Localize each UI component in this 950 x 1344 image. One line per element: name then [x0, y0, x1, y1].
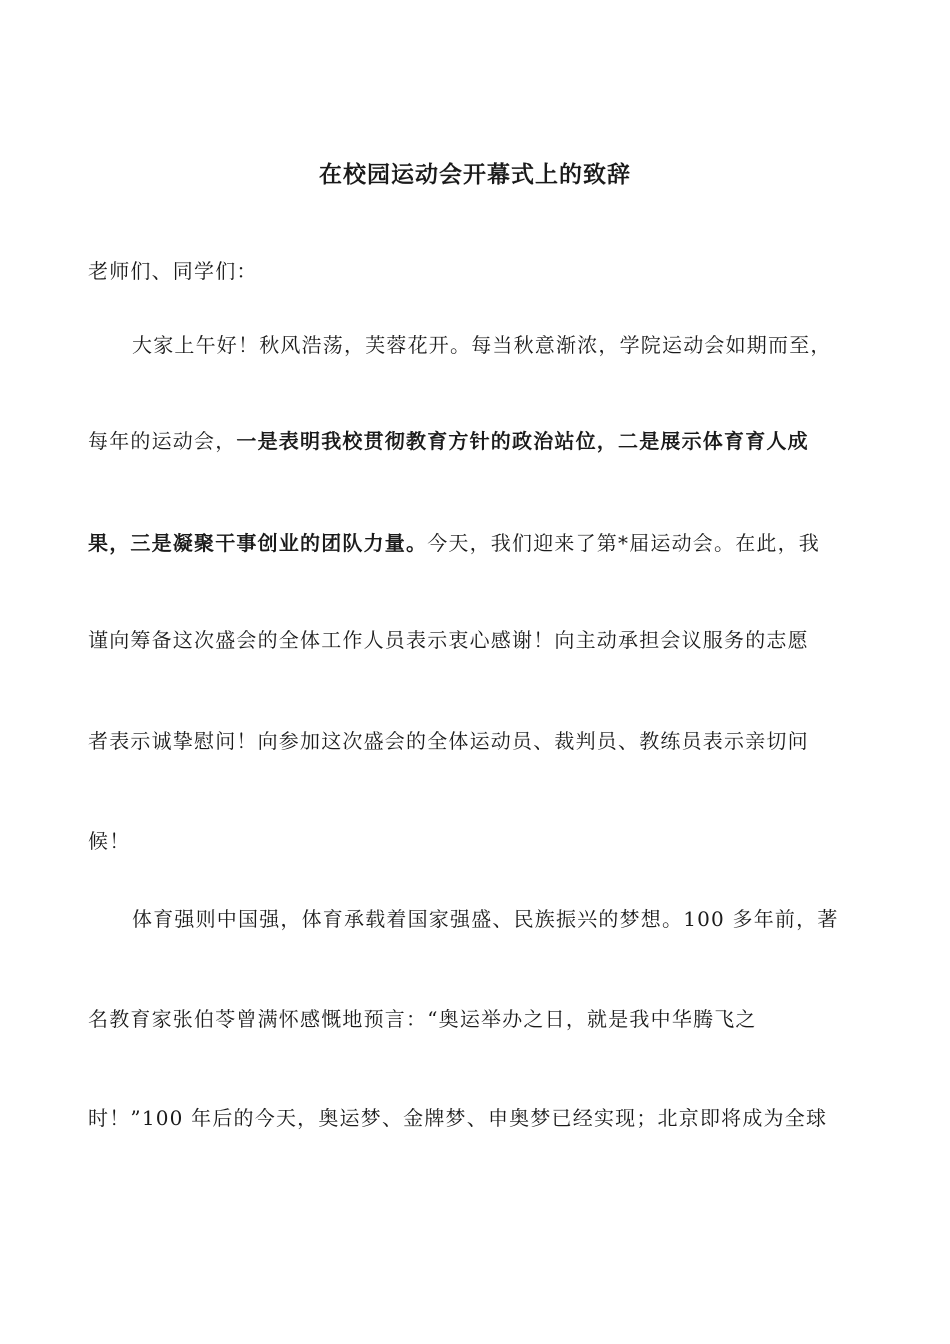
- paragraph-line: 大家上午好！秋风浩荡，芙蓉花开。每当秋意渐浓，学院运动会如期而至，: [132, 333, 832, 357]
- paragraph-line: 时！”100 年后的今天，奥运梦、金牌梦、申奥梦已经实现；北京即将成为全球: [88, 1106, 828, 1130]
- paragraph-line: 候！: [88, 829, 131, 853]
- document-title: 在校园运动会开幕式上的致辞: [319, 161, 631, 188]
- emphasis-text: 一是表明我校贯彻教育方针的政治站位，二是展示体育育人成: [236, 429, 809, 453]
- emphasis-text: 果，三是凝聚干事创业的团队力量。: [88, 531, 428, 555]
- paragraph-line: 体育强则中国强，体育承载着国家强盛、民族振兴的梦想。100 多年前，著: [132, 907, 839, 931]
- paragraph-line: [88, 528, 868, 558]
- paragraph-line: 者表示诚挚慰问！向参加这次盛会的全体运动员、裁判员、教练员表示亲切问: [88, 729, 809, 753]
- line-text: 今天，我们迎来了第*届运动会。在此，我: [427, 531, 821, 555]
- greeting-line: 老师们、同学们：: [88, 259, 258, 283]
- paragraph-line: 谨向筹备这次盛会的全体工作人员表示衷心感谢！向主动承担会议服务的志愿: [88, 628, 809, 652]
- paragraph-line: [88, 426, 868, 456]
- paragraph-line: 名教育家张伯苓曾满怀感慨地预言：“奥运举办之日，就是我中华腾飞之: [88, 1007, 757, 1031]
- line-text: 每年的运动会，: [88, 429, 237, 453]
